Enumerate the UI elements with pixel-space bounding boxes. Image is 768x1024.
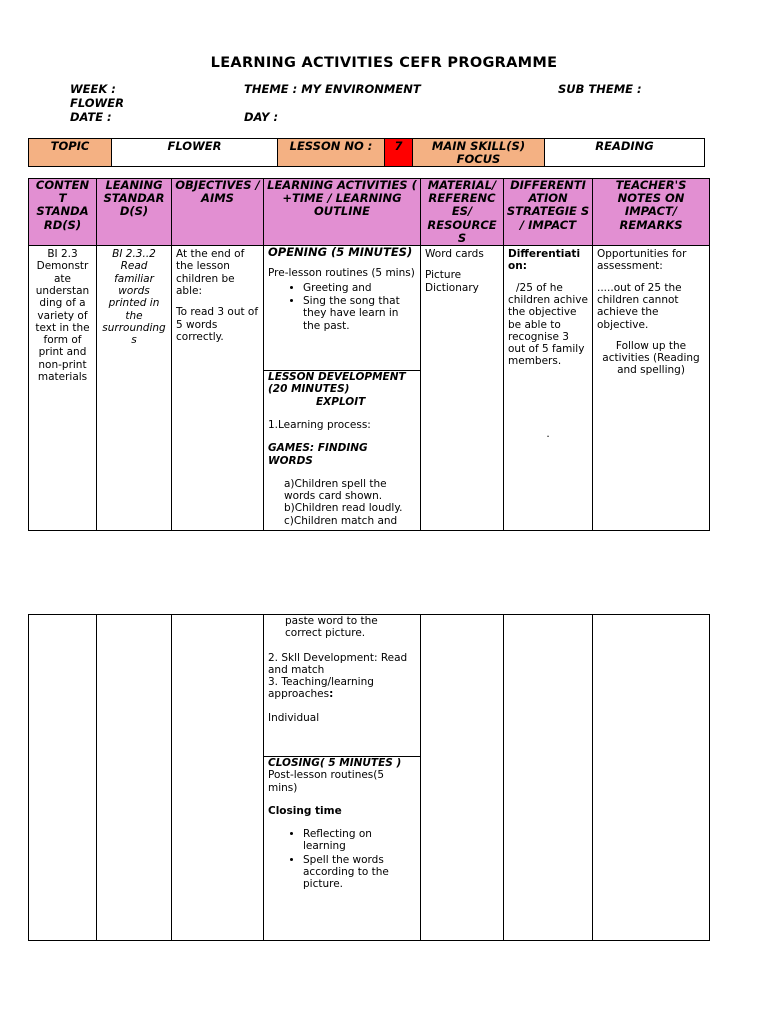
development-continued — [264, 615, 420, 756]
content-standard-cell: BI 2.3 Demonstr ate understan ding of a variety of text in the form of print and non-print materials — [29, 246, 97, 531]
step-c-continued: paste word to the correct picture. — [285, 615, 378, 640]
empty-cell — [97, 615, 172, 941]
lesson-number: 7 — [385, 139, 413, 167]
empty-cell — [29, 615, 97, 941]
exploit-heading: EXPLOIT — [316, 395, 366, 408]
list-item: • Spell the words according to the picture. — [303, 854, 416, 891]
list-item: • Greeting and — [303, 282, 416, 294]
empty-cell — [593, 615, 710, 941]
approaches-label: 3. Teaching/learning approaches — [268, 676, 374, 701]
material-word-cards: Word cards — [425, 248, 484, 261]
theme-label: THEME : MY ENVIRONMENT — [244, 82, 421, 96]
opening-heading: OPENING (5 MINUTES) — [268, 246, 413, 260]
learning-process: 1.Learning process: — [268, 418, 371, 431]
notes-outcome: .....out of 25 the children cannot achieve the objective. — [597, 281, 682, 331]
list-item: • Sing the song that they have learn in the past. — [303, 295, 416, 332]
header-objectives: OBJECTIVES / AIMS — [172, 179, 264, 246]
header-differentiation: DIFFERENTI ATION STRATEGIE S / IMPACT — [504, 179, 593, 246]
games-heading: GAMES: FINDING WORDS — [268, 442, 368, 467]
step-b: b)Children read loudly. — [284, 502, 403, 515]
closing-section — [264, 756, 420, 891]
activities-cell-continued — [264, 615, 421, 941]
objectives-cell — [172, 246, 264, 531]
objectives-intro: At the end of the lesson children be able: — [176, 248, 245, 297]
empty-cell — [172, 615, 264, 941]
step-c: c)Children match and — [284, 514, 398, 527]
opening-section — [264, 246, 420, 370]
closing-time: Closing time — [268, 804, 342, 817]
empty-cell — [504, 615, 593, 941]
material-dictionary: Picture Dictionary — [425, 269, 479, 294]
empty-cell — [421, 615, 504, 941]
opening-list — [268, 282, 416, 332]
topic-label: TOPIC — [29, 139, 112, 167]
step-a: a)Children spell the words card shown. — [284, 477, 387, 503]
header-content-standards: CONTEN T STANDA RD(S) — [29, 179, 97, 246]
teaching-approaches — [268, 676, 416, 701]
differentiation-dot: . — [546, 427, 550, 440]
skill-value: READING — [545, 139, 705, 167]
sub-theme-label: SUB THEME : — [558, 82, 642, 96]
topic-value: FLOWER — [112, 139, 278, 167]
materials-cell — [421, 246, 504, 531]
activities-cell — [264, 246, 421, 531]
notes-assessment: Opportunities for assessment: — [597, 248, 687, 273]
teacher-notes-cell — [593, 246, 710, 531]
differentiation-cell — [504, 246, 593, 531]
skill-development: 2. Skll Development: Read and match — [268, 651, 408, 676]
header-teacher-notes: TEACHER'S NOTES ON IMPACT/ REMARKS — [593, 179, 710, 246]
development-heading: LESSON DEVELOPMENT (20 MINUTES) — [268, 371, 406, 396]
approach-individual: Individual — [268, 711, 320, 724]
header-materials: MATERIAL/ REFERENC ES/ RESOURCE S — [421, 179, 504, 246]
page-title: LEARNING ACTIVITIES CEFR PROGRAMME — [210, 55, 558, 71]
header-learning-standards: LEANING STANDAR D(S) — [97, 179, 172, 246]
development-section — [264, 370, 420, 527]
differentiation-body: /25 of he children achive the objective be able to recognise 3 out of 5 family members. — [508, 281, 588, 368]
activities-table-page2 — [28, 614, 710, 941]
approaches-colon: : — [329, 688, 334, 701]
activities-table-page1 — [28, 178, 710, 531]
topic-table — [28, 138, 705, 167]
learning-standard-cell: BI 2.3..2 Read familiar words printed in the surrounding s — [97, 246, 172, 531]
date-label: DATE : — [70, 110, 112, 124]
differentiation-heading: Differentiati on: — [508, 248, 581, 273]
list-item: • Reflecting on learning — [303, 828, 416, 853]
opening-intro: Pre-lesson routines (5 mins) — [268, 267, 415, 280]
closing-intro: Post-lesson routines(5 mins) — [268, 769, 385, 794]
objectives-target: To read 3 out of 5 words correctly. — [176, 306, 259, 343]
lesson-label: LESSON NO : — [278, 139, 385, 167]
closing-list — [268, 828, 416, 890]
week-label: WEEK : — [70, 82, 116, 96]
header-activities: LEARNING ACTIVITIES ( +TIME / LEARNING OUTLINE — [264, 179, 421, 246]
flower-label: FLOWER — [70, 96, 124, 110]
day-label: DAY : — [244, 110, 279, 124]
closing-heading: CLOSING( 5 MINUTES ) — [268, 757, 402, 769]
skill-label: MAIN SKILL(S) FOCUS — [413, 139, 545, 167]
notes-follow-up: Follow up the activities (Reading and spelling) — [602, 339, 700, 377]
